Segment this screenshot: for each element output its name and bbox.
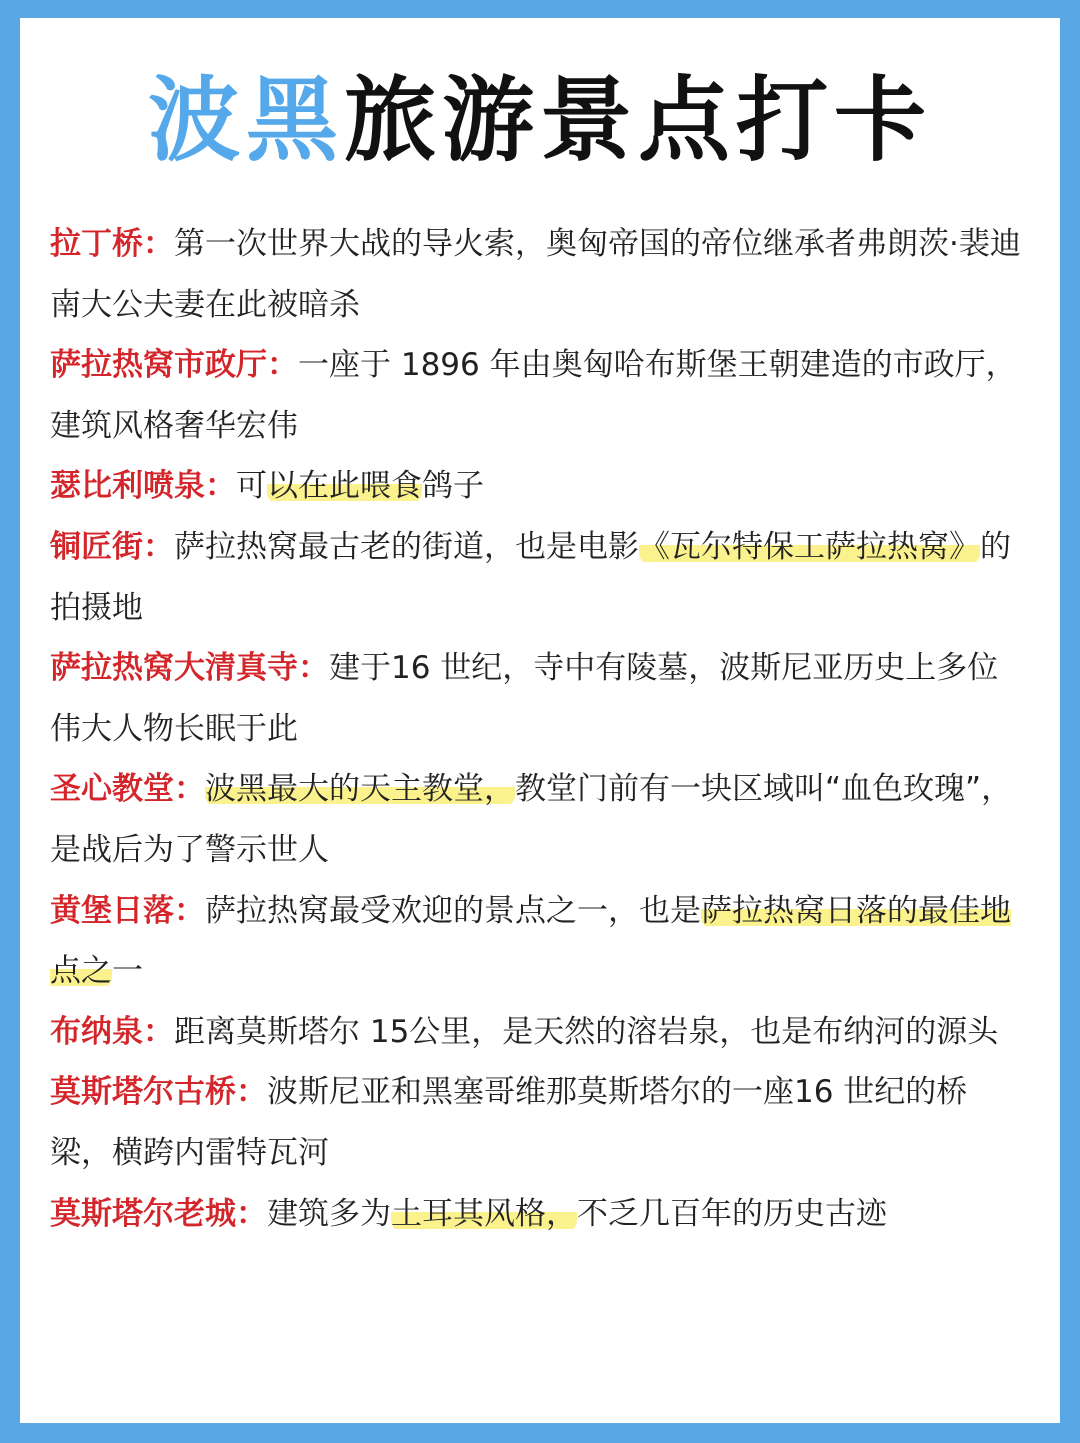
attraction-desc: 第一次世界大战的导火索，奥匈帝国的帝位继承者弗朗茨·裴迪南大公夫妻在此被暗杀: [50, 226, 1021, 323]
attraction-name: 瑟比利喷泉：: [50, 468, 236, 505]
attraction-desc: 萨拉热窝最古老的街道，也是电影: [174, 528, 639, 565]
attraction-desc: 一: [112, 953, 143, 990]
highlighted-text: 土耳其风格，: [391, 1195, 577, 1232]
attraction-name: 拉丁桥：: [50, 226, 174, 262]
content-card: [20, 18, 1060, 1423]
attraction-desc: 一座于 1896 年由奥匈哈布斯堡王朝建造的市政厅，建筑风格奢华宏伟: [50, 347, 1017, 444]
highlighted-text: 萨拉热窝日落的最佳地点之: [50, 892, 1011, 990]
attraction-desc: 萨拉热窝最受欢迎的景点之一，也是: [205, 892, 701, 929]
title-country: 波黑: [147, 67, 344, 174]
attraction-name: 萨拉热窝大清真寺：: [50, 650, 329, 687]
attraction-name: 莫斯塔尔古桥：: [50, 1074, 267, 1111]
attraction-name: 黄堡日落：: [50, 892, 205, 929]
attraction-desc: 建于16 世纪，寺中有陵墓，波斯尼亚历史上多位伟大人物长眠于此: [50, 650, 999, 747]
list-item: [50, 214, 1025, 335]
attraction-name: 铜匠街：: [50, 528, 174, 565]
attraction-name: 布纳泉：: [50, 1013, 174, 1050]
page-title: [20, 66, 1060, 176]
attraction-desc: 可: [236, 468, 267, 505]
list-item: [50, 638, 1025, 759]
list-item: [50, 1062, 1025, 1183]
attraction-name: 圣心教堂：: [50, 771, 205, 808]
list-item: [50, 1002, 1025, 1063]
list-item: [50, 881, 1025, 1002]
attraction-list: [50, 214, 1025, 1244]
list-item: [50, 456, 1025, 517]
list-item: [50, 335, 1025, 456]
attraction-desc: 的拍摄地: [50, 528, 1011, 626]
highlighted-text: 波黑最大的天主教堂，: [205, 771, 515, 808]
attraction-name: 萨拉热窝市政厅：: [50, 347, 298, 384]
attraction-desc: 教堂门前有一块区域叫“血色玫瑰”，是战后为了警示世人: [50, 771, 1013, 868]
list-item: [50, 517, 1025, 638]
list-item: [50, 759, 1025, 880]
attraction-desc: 距离莫斯塔尔 15公里，是天然的溶岩泉，也是布纳河的源头: [174, 1013, 999, 1050]
attraction-desc: 波斯尼亚和黑塞哥维那莫斯塔尔的一座16 世纪的桥梁，横跨内雷特瓦河: [50, 1074, 968, 1171]
attraction-name: 莫斯塔尔老城：: [50, 1195, 267, 1232]
attraction-desc: 鸽子: [422, 468, 484, 505]
attraction-desc: 不乏几百年的历史古迹: [577, 1195, 887, 1232]
list-item: [50, 1184, 1025, 1245]
highlighted-text: 《瓦尔特保工萨拉热窝》: [639, 528, 980, 565]
title-subject: 旅游景点打卡: [344, 67, 933, 174]
attraction-desc: 建筑多为: [267, 1195, 391, 1232]
highlighted-text: 以在此喂食: [267, 468, 422, 505]
